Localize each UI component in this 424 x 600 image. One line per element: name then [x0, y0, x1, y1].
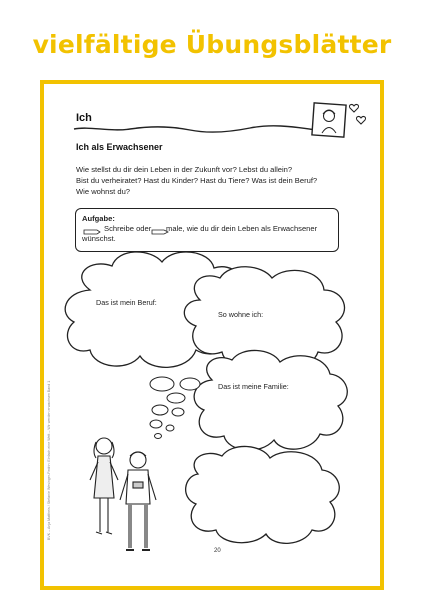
- cloud-label-beruf: Das ist mein Beruf:: [96, 298, 157, 307]
- girl-figure: [90, 438, 118, 534]
- thought-bubbles: [150, 377, 200, 439]
- boy-figure: [120, 452, 156, 550]
- intro-line: Wie stellst du dir dein Leben in der Zukunft vor? Lebst du allein?: [76, 165, 293, 174]
- cloud-empty: [186, 446, 340, 543]
- intro-line: Bist du verheiratet? Hast du Kinder? Hast du Tiere? Was ist dein Beruf?: [76, 176, 318, 185]
- sheet-title: Ich: [76, 112, 92, 124]
- task-line: wünschst.: [82, 234, 116, 243]
- intro-line: Wie wohnst du?: [76, 187, 131, 196]
- portrait-frame: [312, 103, 346, 137]
- sheet-subtitle: Ich als Erwachsener: [76, 142, 163, 152]
- header-wavy-line: [74, 126, 316, 132]
- side-credit: BVK – Anja Mattheis / Stefanie Wesinger-Fedrin: Einfach eine Welt – Wir werden erwachsen Band 1: [47, 380, 51, 540]
- banner-title: vielfältige Übungsblätter: [32, 30, 392, 59]
- heart-icon: [349, 105, 365, 124]
- intro-questions: [76, 164, 346, 197]
- cloud-label-familie: Das ist meine Familie:: [218, 382, 289, 391]
- cloud-familie: [194, 350, 347, 450]
- cloud-label-wohnen: So wohne ich:: [218, 310, 264, 319]
- task-line: Schreibe oder male, wie du dir dein Leben als Erwachsener: [104, 224, 318, 233]
- page-number: 20: [214, 548, 221, 554]
- task-heading: Aufgabe:: [82, 214, 115, 223]
- task-box: [75, 208, 339, 252]
